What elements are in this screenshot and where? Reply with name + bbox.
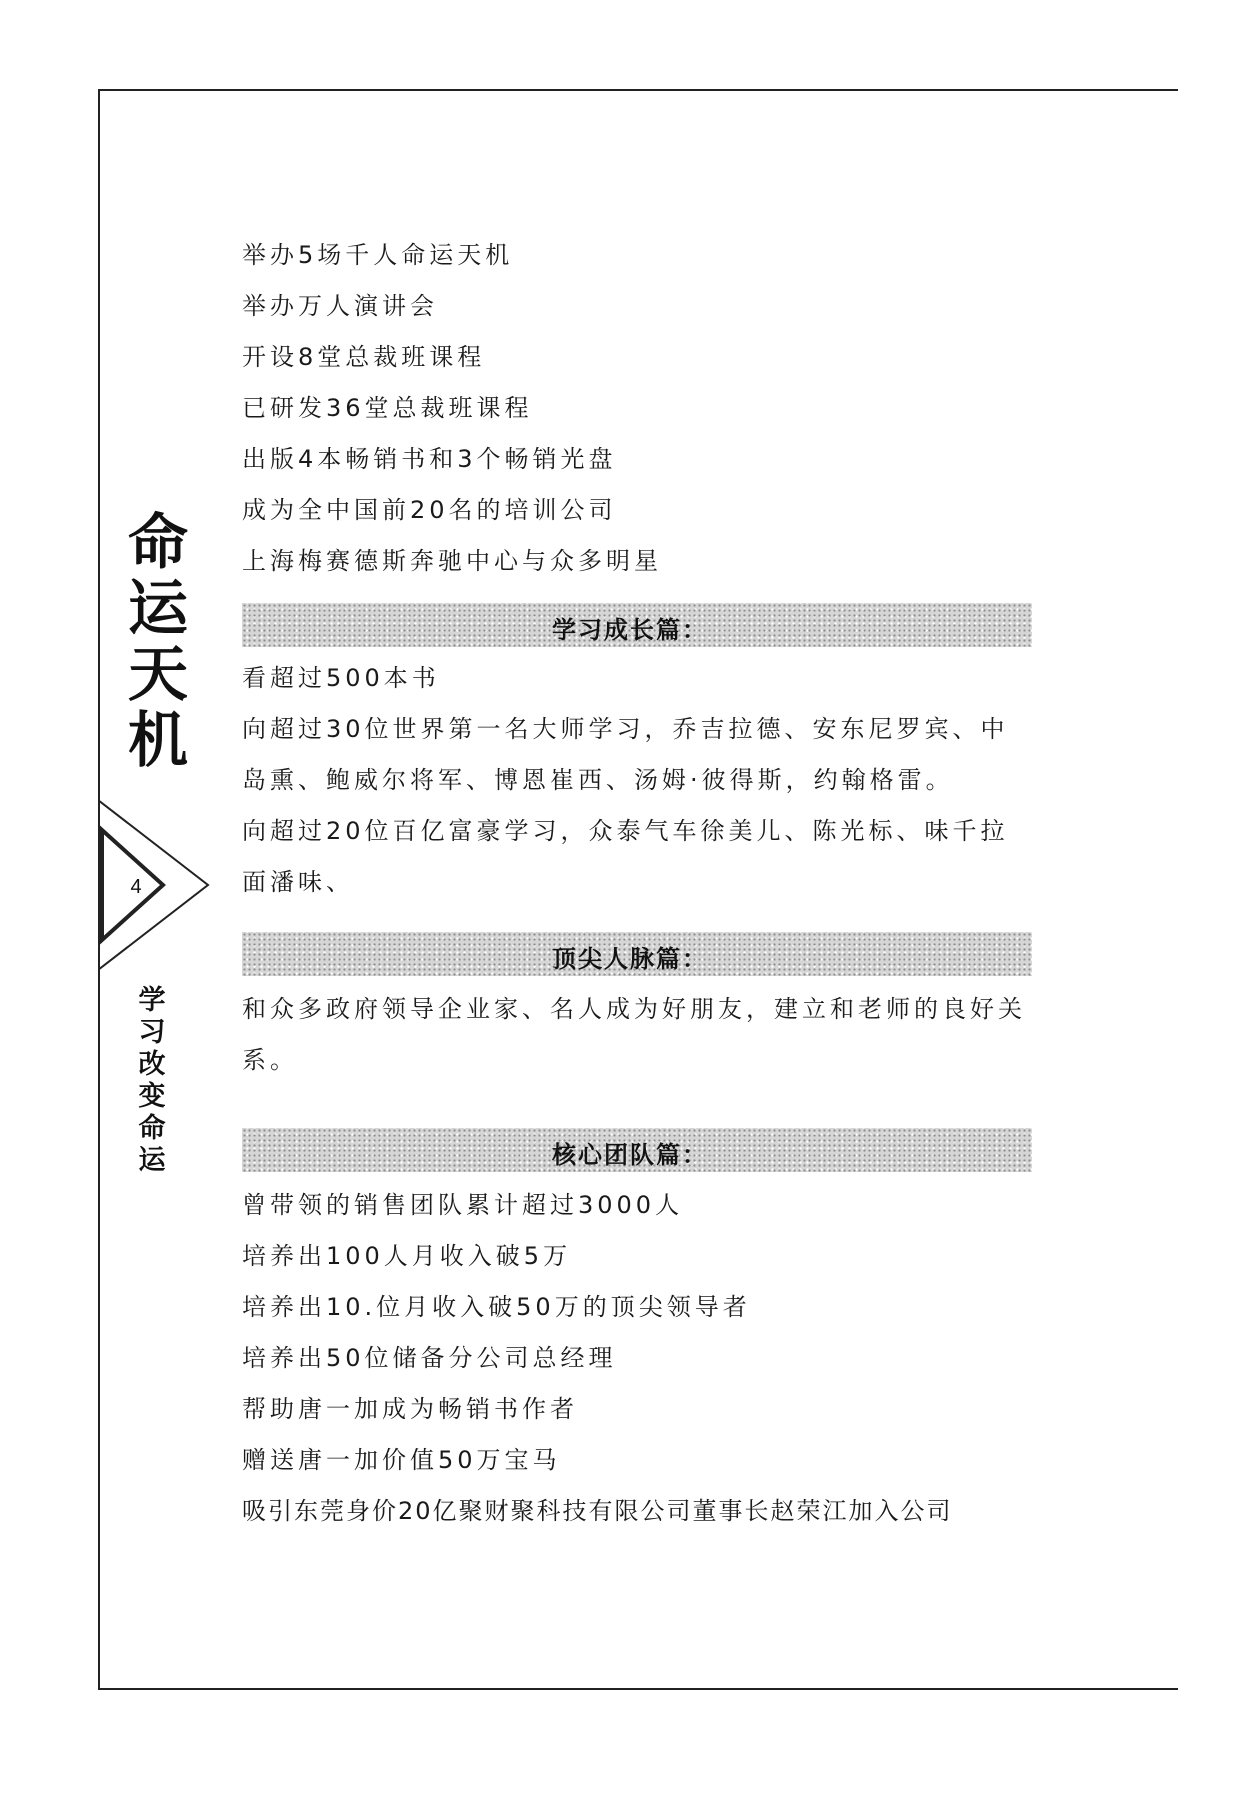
page-frame-top	[98, 89, 1178, 91]
section-body	[242, 984, 1032, 1086]
section-heading: 顶尖人脉篇：	[552, 945, 708, 973]
section-body	[242, 1180, 1032, 1537]
section-heading-banner	[242, 1128, 1032, 1172]
intro-line: 举办万人演讲会	[242, 292, 438, 320]
section-heading-banner	[242, 603, 1032, 647]
section-line: 赠送唐一加价值50万宝马	[242, 1446, 561, 1474]
intro-line: 举办5场千人命运天机	[242, 241, 514, 269]
section-line: 培养出50位储备分公司总经理	[242, 1344, 617, 1372]
section-line: 培养出100人月收入破5万	[242, 1242, 572, 1270]
section-body	[242, 653, 1032, 908]
section-paragraph: 向超过20位百亿富豪学习，众泰气车徐美儿、陈光标、味千拉面潘味、	[242, 817, 1009, 896]
intro-line: 上海梅赛德斯奔驰中心与众多明星	[242, 547, 662, 575]
main-content	[242, 230, 1032, 1537]
intro-list	[242, 230, 1032, 587]
section-paragraph: 看超过500本书	[242, 664, 440, 692]
intro-line: 开设8堂总裁班课程	[242, 343, 486, 371]
intro-line: 成为全中国前20名的培训公司	[242, 496, 617, 524]
section-heading: 学习成长篇：	[552, 616, 708, 644]
side-book-title: 命运天机	[128, 508, 188, 776]
intro-line: 已研发36堂总裁班课程	[242, 394, 533, 422]
section-line: 帮助唐一加成为畅销书作者	[242, 1395, 578, 1423]
section-paragraph: 和众多政府领导企业家、名人成为好朋友，建立和老师的良好关系。	[242, 995, 1026, 1074]
intro-line: 出版4本畅销书和3个畅销光盘	[242, 445, 617, 473]
page-frame-bottom	[98, 1688, 1178, 1690]
section-line: 培养出10.位月收入破50万的顶尖领导者	[242, 1293, 751, 1321]
section-line: 曾带领的销售团队累计超过3000人	[242, 1191, 684, 1219]
section-heading: 核心团队篇：	[552, 1141, 708, 1169]
section-paragraph: 向超过30位世界第一名大师学习，乔吉拉德、安东尼罗宾、中岛熏、鲍威尔将军、博恩崔西、汤姆·彼得斯，约翰格雷。	[242, 715, 1009, 794]
side-subtitle: 学习改变命运	[138, 985, 166, 1176]
section-line: 吸引东莞身价20亿聚财聚科技有限公司董事长赵荣江加入公司	[242, 1497, 953, 1525]
page-number: 4	[130, 876, 142, 898]
section-heading-banner	[242, 932, 1032, 976]
